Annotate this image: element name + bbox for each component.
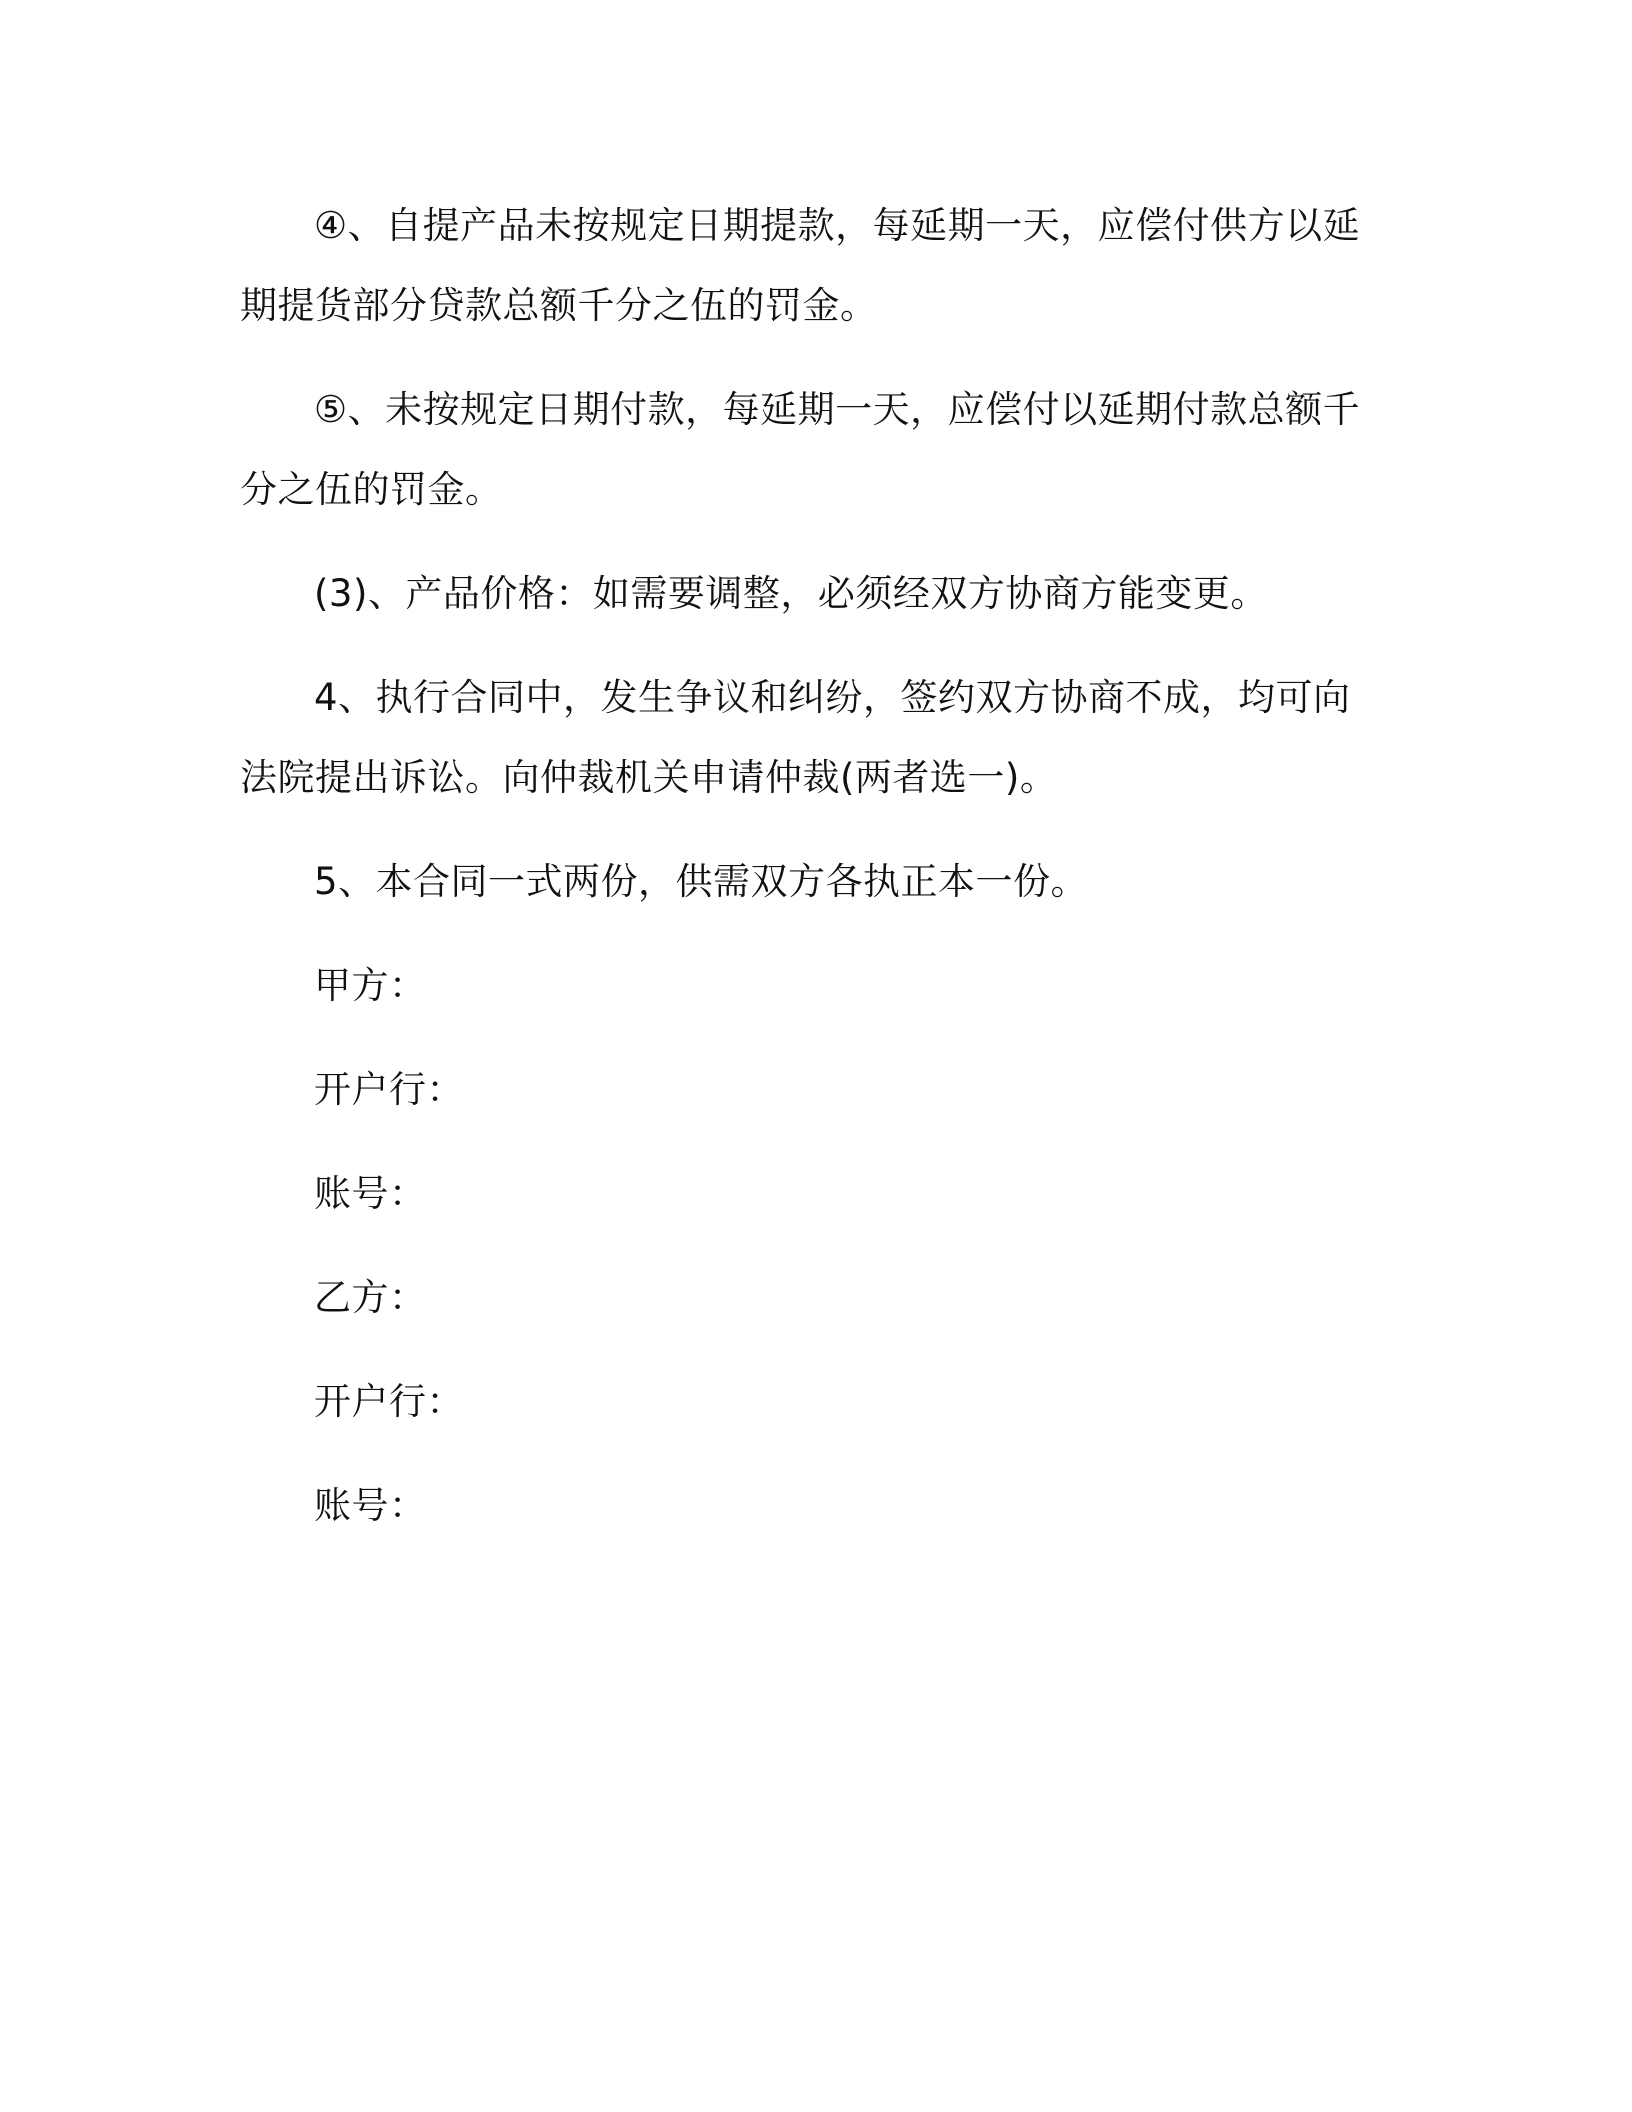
document-body [240, 186, 1375, 1546]
party-b-label: 乙方： [314, 1276, 427, 1319]
signature-fields [240, 946, 1375, 1546]
party-a-label: 甲方： [314, 964, 427, 1007]
party-a-account-label: 账号： [314, 1172, 427, 1215]
clause-copies: 5、本合同一式两份，供需双方各执正本一份。 [314, 860, 1089, 903]
clause-dispute-resolution: 4、执行合同中，发生争议和纠纷，签约双方协商不成，均可向法院提出诉讼。向仲裁机关申请仲裁(两者选一)。 [240, 676, 1351, 799]
party-b-account-label: 账号： [314, 1484, 427, 1527]
clause-product-price: (3)、产品价格：如需要调整，必须经双方协商方能变更。 [314, 572, 1268, 615]
party-b-bank-label: 开户行： [314, 1380, 464, 1423]
clause-4-late-pickup-penalty: ④、自提产品未按规定日期提款，每延期一天，应偿付供方以延期提货部分贷款总额千分之伍的罚金。 [240, 204, 1361, 327]
clause-5-late-payment-penalty: ⑤、未按规定日期付款，每延期一天，应偿付以延期付款总额千分之伍的罚金。 [240, 388, 1361, 511]
party-a-bank-label: 开户行： [314, 1068, 464, 1111]
